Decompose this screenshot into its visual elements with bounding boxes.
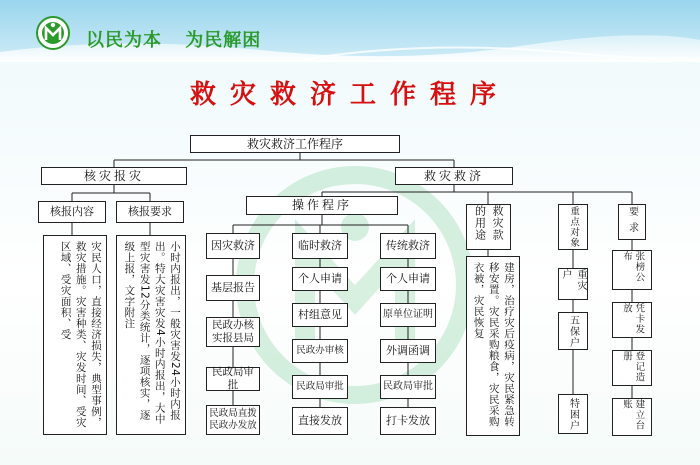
flow-left-sub-requirement: 核报要求: [116, 201, 184, 223]
flow-left-text-content: 灾民人口，直接经济损失，典型事例，救灾措施。灾害种类、灾发时间、受灾区域、受灾面积、受: [43, 235, 107, 435]
requirement-item-2: 凭卡发放: [612, 302, 652, 338]
requirement-head: 要求: [618, 204, 646, 240]
col2-step-6: 直接发放: [292, 407, 348, 435]
key-target-head: 重点对象: [558, 204, 588, 250]
col3-step-3: 原单位证明: [380, 303, 436, 327]
key-target-item-1: 重灾户: [558, 268, 588, 300]
col1-step-3: 民政办核实报县局: [206, 317, 260, 347]
flow-root-box: 救灾救济工作程序: [190, 135, 400, 153]
col1-step-2: 基层报告: [206, 275, 260, 301]
flow-left-sub-content: 核报内容: [38, 201, 106, 223]
col1-step-5: 民政局直拨民政办发放: [206, 405, 260, 435]
col3-step-1: 传统救济: [380, 233, 436, 259]
col2-step-4: 民政办审核: [292, 339, 348, 363]
requirement-item-1: 张榜公布: [612, 250, 652, 290]
flow-operation-head: 操作程序: [246, 196, 398, 215]
key-target-item-3: 特困户: [558, 394, 588, 434]
col1-step-4: 民政局审批: [206, 367, 260, 391]
flow-left-head: 核灾报灾: [41, 167, 187, 185]
relief-fund-use-head: 救灾款的用途: [466, 204, 511, 250]
col2-step-1: 临时救济: [292, 233, 348, 259]
col2-step-3: 村组意见: [292, 303, 348, 327]
page-title: 救灾救济工作程序: [189, 80, 510, 110]
col2-step-5: 民政局审批: [292, 375, 348, 399]
flow-left-text-requirement: 小时内报出，一般灾害发24小时内报出。特大灾害灾发4小时内报出，大中型灾害发12分类统计，逐项核实，逐级上报，文字附注: [116, 235, 186, 435]
key-target-item-2: 五保户: [558, 312, 588, 350]
col1-step-1: 因灾救济: [206, 233, 260, 259]
col3-step-2: 个人申请: [380, 267, 436, 291]
col2-step-2: 个人申请: [292, 267, 348, 291]
relief-fund-use-text: 建房，治疗灾后疫病，灾民紧急转移安置。灾民采购粮食，灾民采购衣被，灾民恢复: [466, 256, 520, 436]
requirement-item-4: 建立台账: [612, 398, 652, 436]
flow-right-head: 救灾救济: [395, 167, 513, 185]
col3-step-6: 打卡发放: [380, 407, 436, 435]
col3-step-5: 民政局审批: [380, 375, 436, 399]
slogan-part-2: 为民解困: [185, 30, 262, 51]
slogan-part-1: 以民为本: [86, 30, 162, 51]
requirement-item-3: 登记造册: [612, 350, 652, 386]
col3-step-4: 外调函调: [380, 339, 436, 363]
